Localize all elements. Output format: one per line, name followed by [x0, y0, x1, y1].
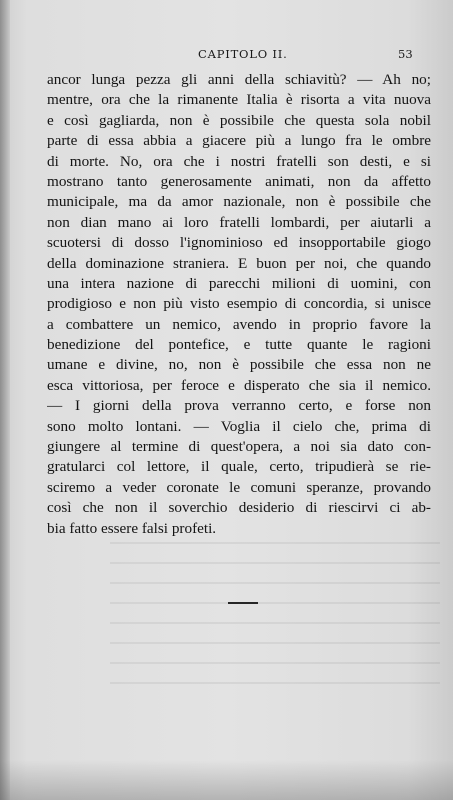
text-line: e così gagliarda, non è possibile che questa sola nobil [47, 111, 431, 129]
text-line: prodigioso e non più visto esempio di concordia, si unisce [47, 295, 431, 313]
text-line: di morte. No, ora che i nostri fratelli son desti, e si [47, 152, 431, 170]
page-number: 53 [398, 47, 413, 61]
body-text [47, 70, 431, 539]
running-head [0, 47, 453, 65]
text-line: benedizione del pontefice, e tutte quante le ragioni [47, 336, 431, 354]
text-line: sciremo a veder coronate le comuni speranze, provando [47, 478, 431, 496]
text-line: bia fatto essere falsi profeti. [47, 519, 217, 537]
page-bottom-shadow [0, 760, 453, 800]
text-line: mostrano tanto generosamente animati, non da affetto [47, 172, 431, 190]
text-line: ancor lunga pezza gli anni della schiavitù? — Ah no; [47, 71, 431, 88]
text-line: sono molto lontani. — Voglia il cielo che, prima di [47, 417, 431, 435]
show-through-text [110, 530, 440, 700]
text-line: mentre, ora che la rimanente Italia è risorta a vita nuova [47, 91, 431, 109]
chapter-heading: CAPITOLO II. [198, 47, 288, 61]
text-line: umane e divine, no, non è possibile che essa non ne [47, 356, 431, 374]
text-line: municipale, ma da amor nazionale, non è possibile che [47, 193, 431, 211]
text-line: così che non il soverchio desiderio di riescirvi ci ab- [47, 499, 431, 517]
spine-shadow [0, 0, 10, 800]
section-end-rule [228, 602, 258, 604]
text-line: non dian mano ai loro fratelli lombardi, per aiutarli a [47, 213, 431, 231]
text-line: giungere al termine di quest'opera, a noi sia dato con- [47, 438, 431, 456]
text-line: parte di essa abbia a giacere più a lungo fra le ombre [47, 132, 431, 150]
text-line: una intera nazione di parecchi milioni di uomini, con [47, 274, 431, 292]
text-line: a combattere un nemico, avendo in proprio favore la [47, 315, 431, 333]
text-line: della dominazione straniera. E buon per noi, che quando [47, 254, 431, 272]
text-line: gratularci col lettore, il quale, certo, tripudierà se rie- [47, 458, 431, 476]
text-line: scuotersi di dosso l'ignominioso ed insopportabile giogo [47, 234, 431, 252]
text-line: esca vittoriosa, per feroce e disperato che sia il nemico. [47, 376, 431, 394]
text-line: — I giorni della prova verranno certo, e forse non [47, 397, 431, 415]
